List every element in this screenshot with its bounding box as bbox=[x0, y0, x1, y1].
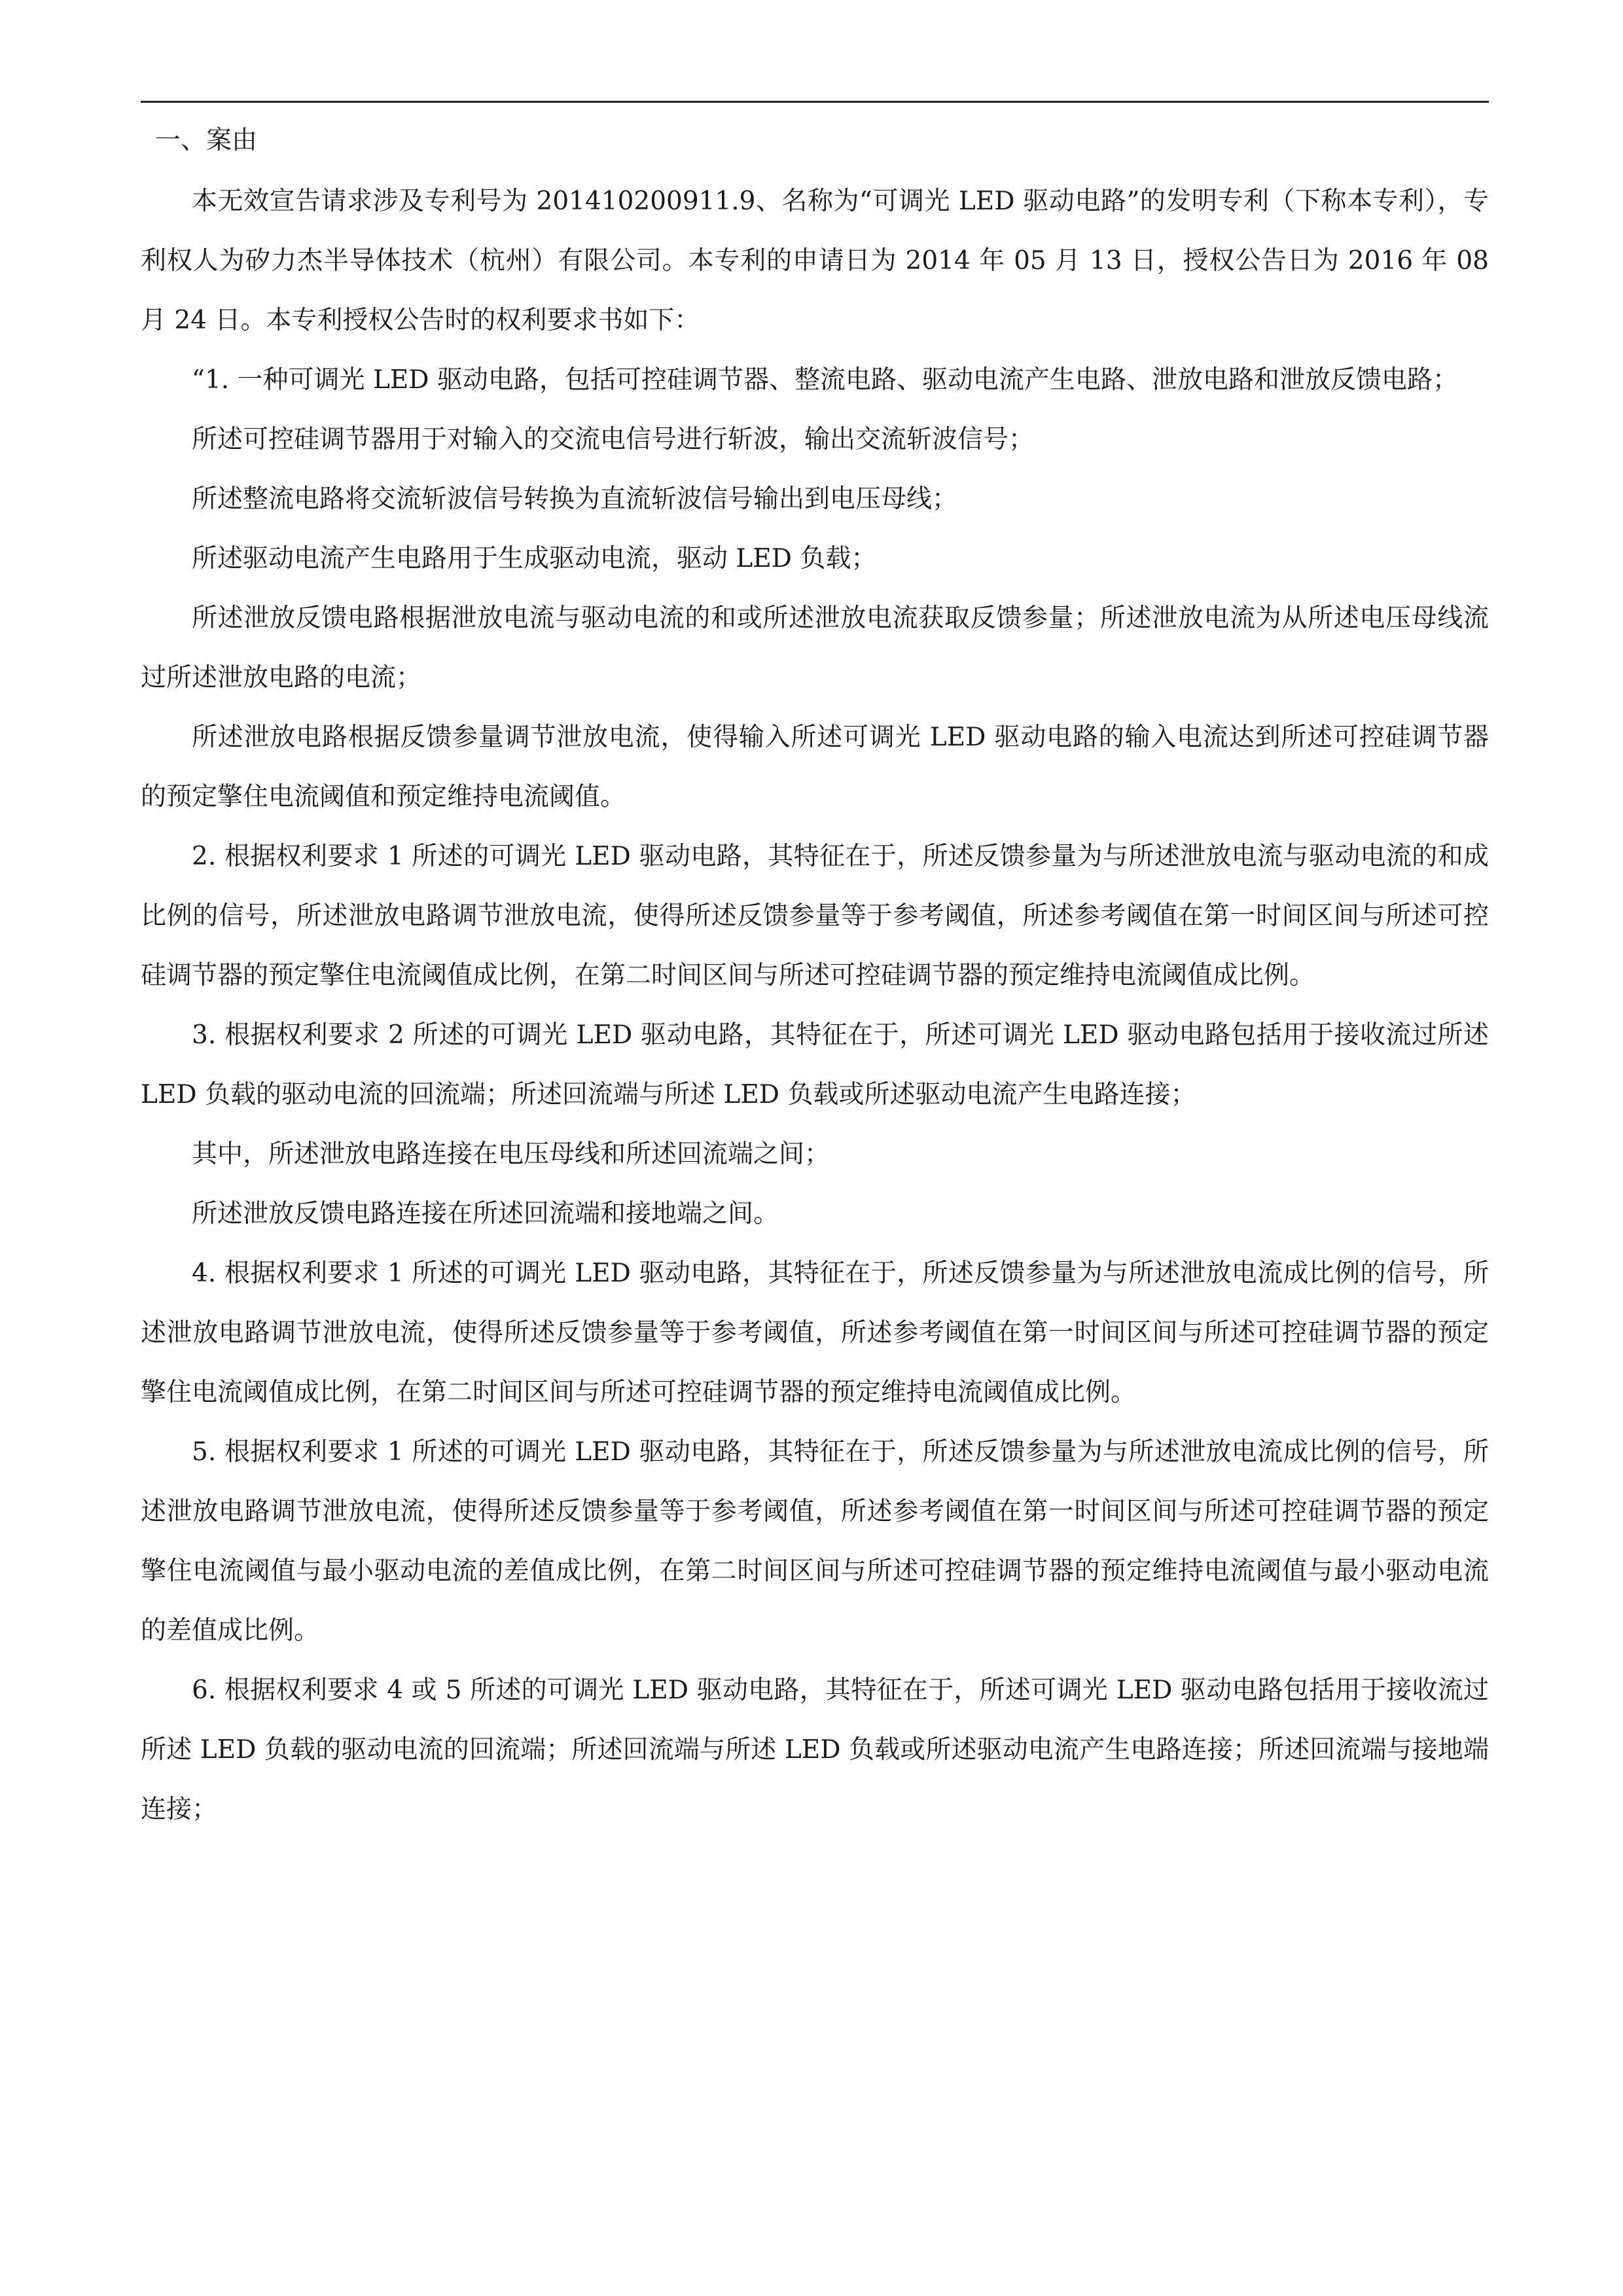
paragraph-claim-1: “1. 一种可调光 LED 驱动电路，包括可控硅调节器、整流电路、驱动电流产生电路、泄放电路和泄放反馈电路； bbox=[192, 365, 1458, 395]
paragraph-claim-5: 5. 根据权利要求 1 所述的可调光 LED 驱动电路，其特征在于，所述反馈参量为与所述泄放电流成比例的信号，所述泄放电路调节泄放电流，使得所述反馈参量等于参考阈值，所述参考阈值在第一时间区间与所述可控硅调节器的预定擎住电流阈值与最小驱动电流的差值成比例，在第二时间区间与所述可控硅调节器的预定维持电流阈值与最小驱动电流的差值成比例。 bbox=[141, 1437, 1489, 1645]
paragraph-claim-1-driver: 所述驱动电流产生电路用于生成驱动电流，驱动 LED 负载； bbox=[192, 544, 877, 573]
paragraph-claim-1-bleeder: 所述泄放电路根据反馈参量调节泄放电流，使得输入所述可调光 LED 驱动电路的输入电流达到所述可控硅调节器的预定擎住电流阈值和预定维持电流阈值。 bbox=[141, 723, 1489, 812]
paragraph-claim-3: 3. 根据权利要求 2 所述的可调光 LED 驱动电路，其特征在于，所述可调光 LED 驱动电路包括用于接收流过所述 LED 负载的驱动电流的回流端；所述回流端与所述 LED 负载或所述驱动电流产生电路连接； bbox=[141, 1020, 1489, 1109]
paragraph-claim-6: 6. 根据权利要求 4 或 5 所述的可调光 LED 驱动电路，其特征在于，所述可调光 LED 驱动电路包括用于接收流过所述 LED 负载的驱动电流的回流端；所述回流端与所述 LED 负载或所述驱动电流产生电路连接；所述回流端与接地端连接； bbox=[141, 1676, 1489, 1824]
paragraph-case-intro: 本无效宣告请求涉及专利号为 201410200911.9、名称为“可调光 LED 驱动电路”的发明专利（下称本专利），专利权人为矽力杰半导体技术（杭州）有限公司。本专利的申请日为 2014 年 05 月 13 日，授权公告日为 2016 年 08 月 24 日。本专利授权公告时的权利要求书如下： bbox=[141, 187, 1489, 335]
header-rule bbox=[141, 101, 1489, 103]
section-heading: 一、案由 bbox=[155, 126, 258, 155]
paragraph-claim-3-bleeder: 其中，所述泄放电路连接在电压母线和所述回流端之间； bbox=[192, 1139, 830, 1169]
paragraph-claim-4: 4. 根据权利要求 1 所述的可调光 LED 驱动电路，其特征在于，所述反馈参量为与所述泄放电流成比例的信号，所述泄放电路调节泄放电流，使得所述反馈参量等于参考阈值，所述参考阈值在第一时间区间与所述可控硅调节器的预定擎住电流阈值成比例，在第二时间区间与所述可控硅调节器的预定维持电流阈值成比例。 bbox=[141, 1259, 1489, 1407]
paragraph-claim-1-rectifier: 所述整流电路将交流斩波信号转换为直流斩波信号输出到电压母线； bbox=[192, 484, 958, 514]
document-body bbox=[141, 110, 1489, 1839]
paragraph-claim-3-feedback: 所述泄放反馈电路连接在所述回流端和接地端之间。 bbox=[192, 1199, 779, 1229]
paragraph-claim-1-feedback: 所述泄放反馈电路根据泄放电流与驱动电流的和或所述泄放电流获取反馈参量；所述泄放电流为从所述电压母线流过所述泄放电路的电流； bbox=[141, 603, 1489, 692]
paragraph-claim-1-thyristor: 所述可控硅调节器用于对输入的交流电信号进行斩波，输出交流斩波信号； bbox=[192, 425, 1035, 454]
paragraph-claim-2: 2. 根据权利要求 1 所述的可调光 LED 驱动电路，其特征在于，所述反馈参量为与所述泄放电流与驱动电流的和成比例的信号，所述泄放电路调节泄放电流，使得所述反馈参量等于参考阈值，所述参考阈值在第一时间区间与所述可控硅调节器的预定擎住电流阈值成比例，在第二时间区间与所述可控硅调节器的预定维持电流阈值成比例。 bbox=[141, 842, 1489, 990]
